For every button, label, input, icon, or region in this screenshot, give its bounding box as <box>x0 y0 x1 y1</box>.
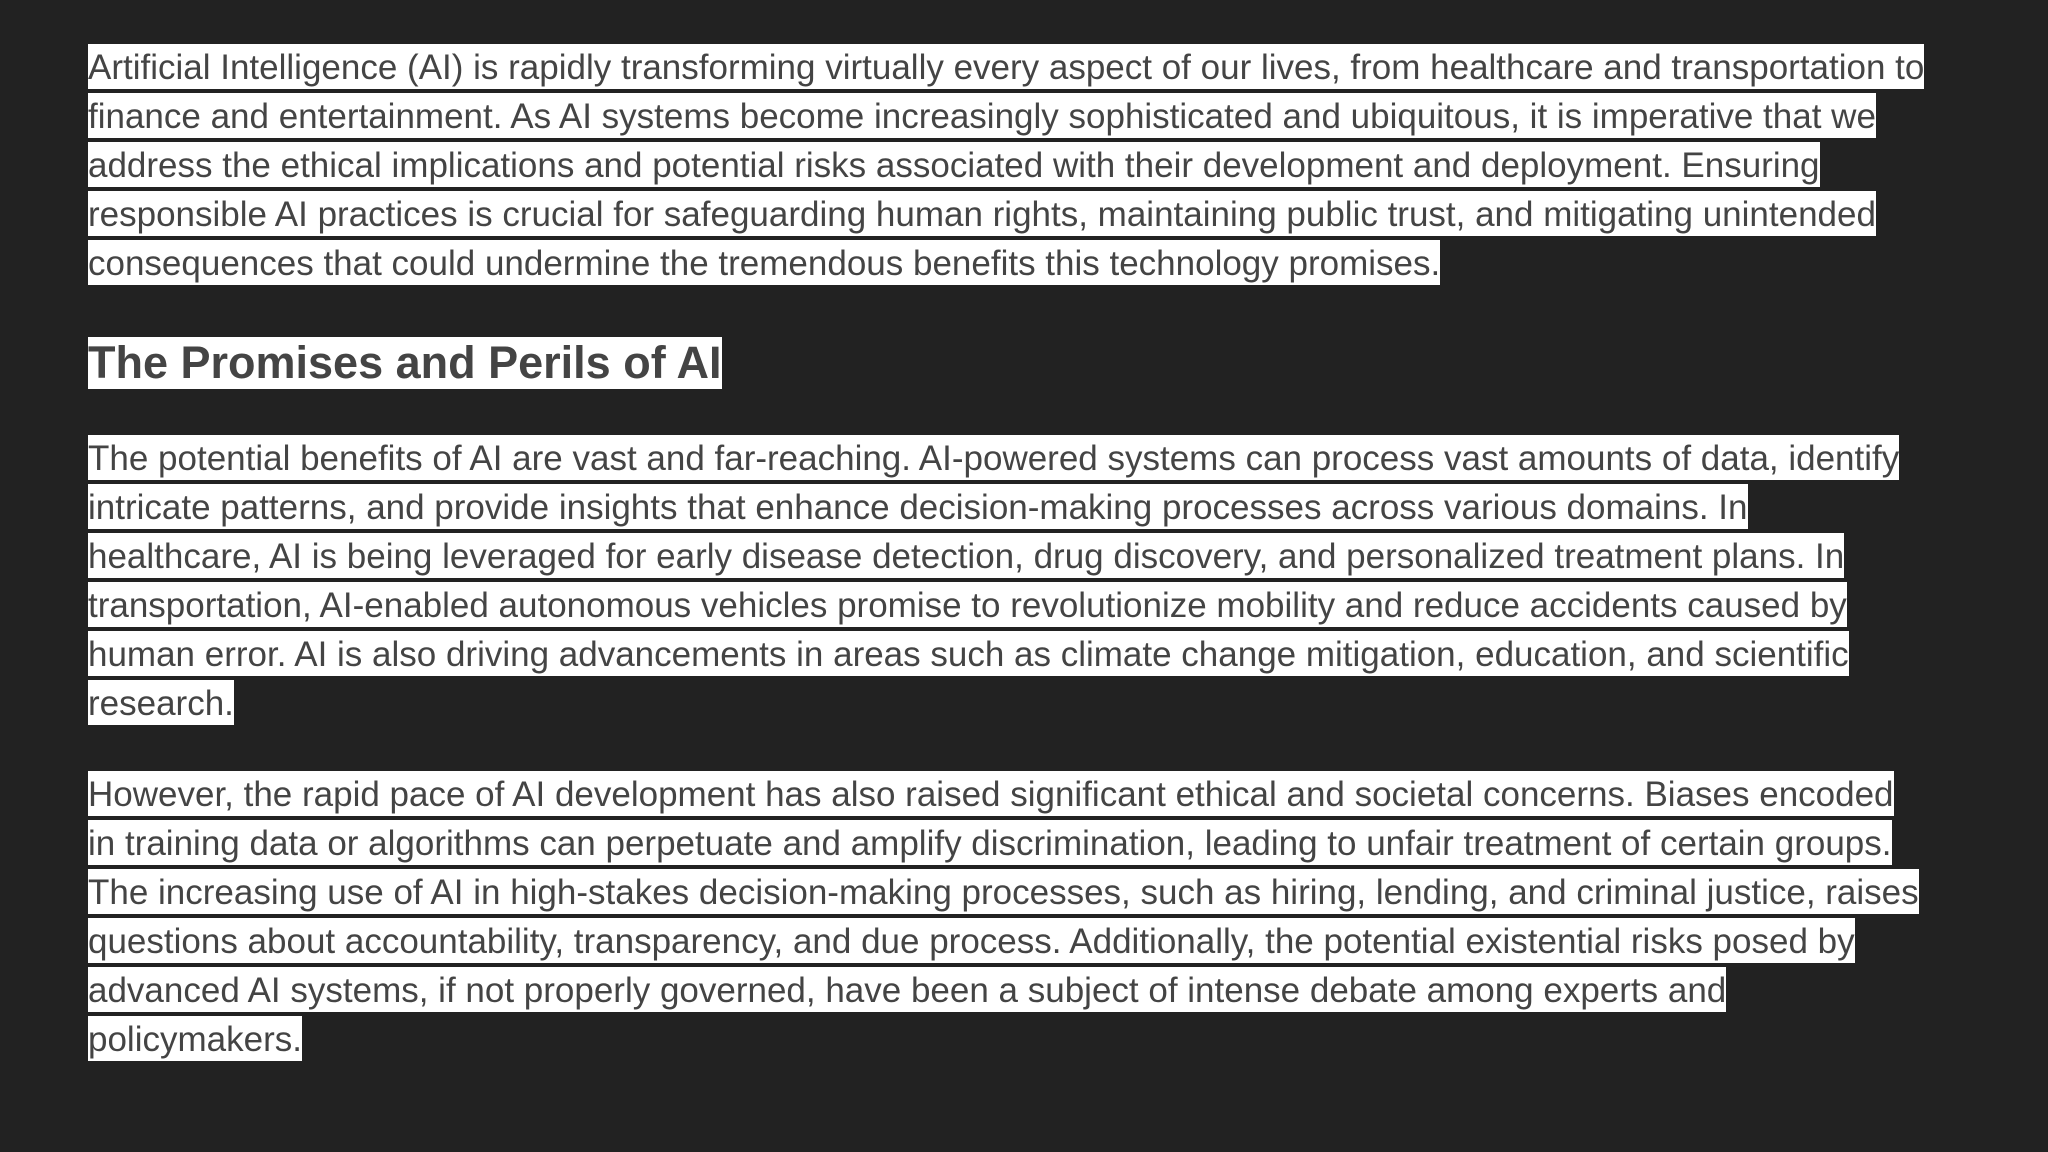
text-line-content: questions about accountability, transparency, and due process. Additionally, the potential existential risks posed by <box>88 918 1855 963</box>
concerns-paragraph <box>88 771 2008 1065</box>
text-line <box>88 967 2008 1016</box>
text-line <box>88 631 2008 680</box>
text-line-content: The increasing use of AI in high-stakes decision-making processes, such as hiring, lending, and criminal justice, raises <box>88 869 1919 914</box>
text-line-content: advanced AI systems, if not properly governed, have been a subject of intense debate among experts and <box>88 967 1726 1012</box>
text-line-content: human error. AI is also driving advancements in areas such as climate change mitigation, education, and scientific <box>88 631 1849 676</box>
text-line <box>88 1016 2008 1065</box>
text-line <box>88 918 2008 967</box>
text-line <box>88 240 2008 289</box>
text-line-content: healthcare, AI is being leveraged for early disease detection, drug discovery, and personalized treatment plans. In <box>88 533 1844 578</box>
text-line <box>88 533 2008 582</box>
text-line-content: in training data or algorithms can perpetuate and amplify discrimination, leading to unfair treatment of certain groups. <box>88 820 1892 865</box>
text-line-content: However, the rapid pace of AI development has also raised significant ethical and societal concerns. Biases encoded <box>88 771 1894 816</box>
text-line <box>88 93 2008 142</box>
text-line-content: research. <box>88 680 234 725</box>
text-line-content: policymakers. <box>88 1016 302 1061</box>
document-body <box>88 44 2008 1065</box>
text-line-content: responsible AI practices is crucial for safeguarding human rights, maintaining public trust, and mitigating unintended <box>88 191 1876 236</box>
text-line <box>88 44 2008 93</box>
text-line-content: intricate patterns, and provide insights that enhance decision-making processes across various domains. In <box>88 484 1748 529</box>
section-heading-text: The Promises and Perils of AI <box>88 337 722 388</box>
text-line-content: Artificial Intelligence (AI) is rapidly transforming virtually every aspect of our lives, from healthcare and transportation to <box>88 44 1924 89</box>
text-line <box>88 484 2008 533</box>
text-line <box>88 680 2008 729</box>
intro-paragraph <box>88 44 2008 289</box>
paragraph-gap <box>88 729 2008 771</box>
text-line <box>88 820 2008 869</box>
text-line <box>88 142 2008 191</box>
section-heading <box>88 337 2008 389</box>
benefits-paragraph <box>88 435 2008 729</box>
text-line <box>88 771 2008 820</box>
text-line <box>88 869 2008 918</box>
text-line-content: transportation, AI-enabled autonomous vehicles promise to revolutionize mobility and reduce accidents caused by <box>88 582 1847 627</box>
text-line <box>88 191 2008 240</box>
text-line-content: The potential benefits of AI are vast and far-reaching. AI-powered systems can process vast amounts of data, identify <box>88 435 1899 480</box>
text-line-content: finance and entertainment. As AI systems become increasingly sophisticated and ubiquitous, it is imperative that we <box>88 93 1876 138</box>
text-line <box>88 582 2008 631</box>
text-line <box>88 435 2008 484</box>
text-line-content: address the ethical implications and potential risks associated with their development and deployment. Ensuring <box>88 142 1820 187</box>
text-line-content: consequences that could undermine the tremendous benefits this technology promises. <box>88 240 1440 285</box>
